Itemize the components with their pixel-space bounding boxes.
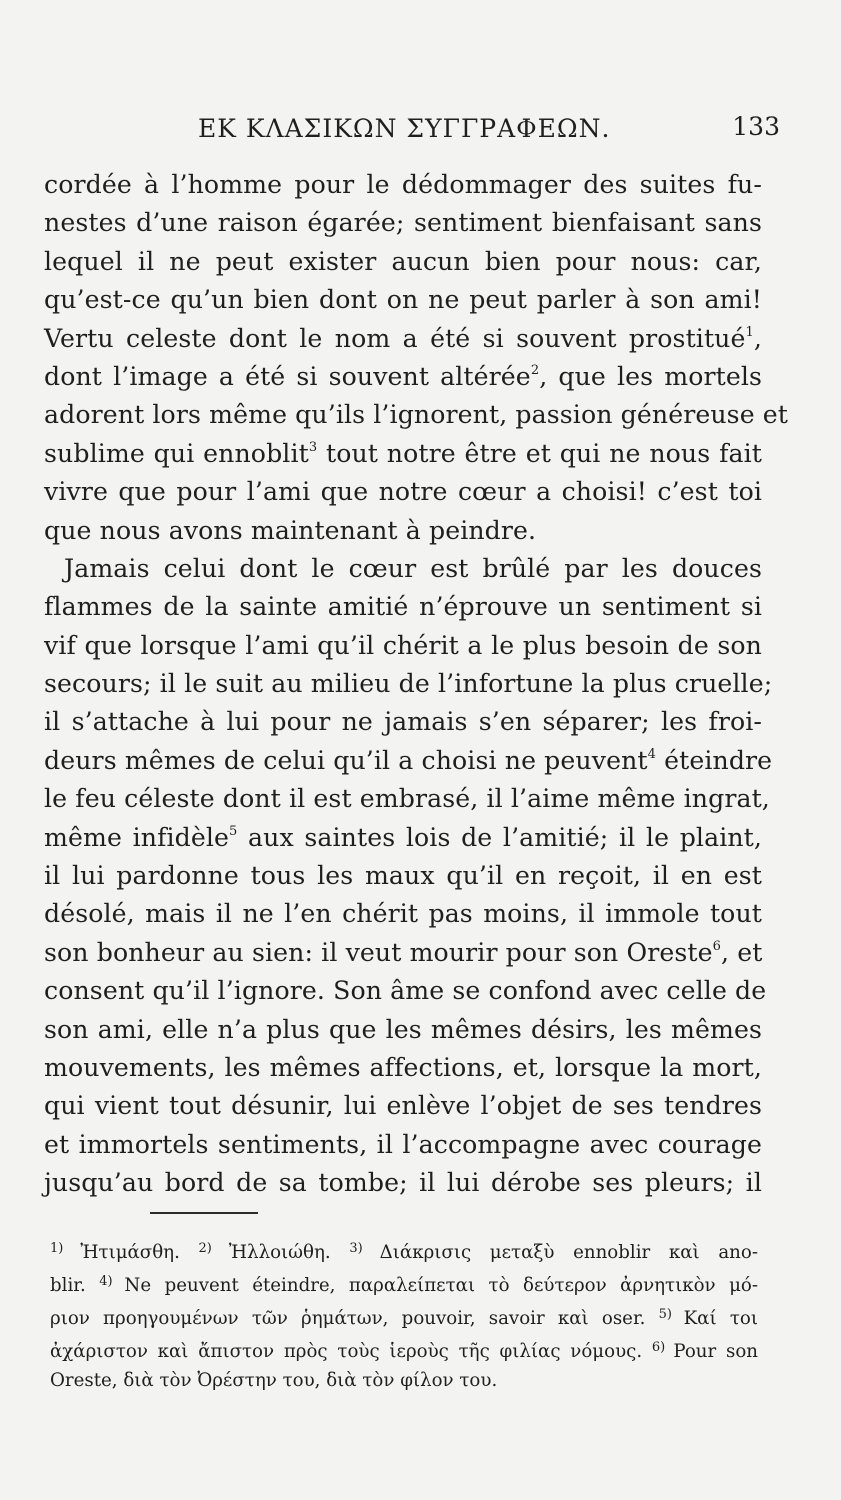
text-line: vif que lorsque l’ami qu’il chérit a le plus besoin de son [44, 630, 762, 660]
text-line [44, 435, 762, 473]
text-fragment: deurs mêmes de celui qu’il a choisi ne peuvent [44, 745, 648, 775]
text-line: que nous avons maintenant à peindre. [44, 515, 537, 545]
text-line: le feu céleste dont il est embrasé, il l’aime même ingrat, [44, 784, 770, 814]
text-line: nestes d’une raison égarée; sentiment bienfaisant sans [44, 208, 762, 238]
text-line: lequel il ne peut exister aucun bien pour nous: car, [44, 246, 762, 276]
text-fragment: , et [720, 937, 763, 967]
footnote-number: 2) [198, 1241, 229, 1256]
footnote-number: 4) [99, 1274, 125, 1289]
footnote-number: 1) [50, 1241, 81, 1256]
footnote-line: Oreste, διὰ τὸν Ὀρέστην του, διὰ τὸν φίλον του. [50, 1370, 498, 1391]
text-line: il s’attache à lui pour ne jamais s’en séparer; les froi- [44, 707, 762, 737]
body-text [44, 166, 789, 1203]
text-line: cordée à l’homme pour le dédommager des suites fu- [44, 170, 762, 199]
footnote-number: 3) [349, 1241, 380, 1256]
text-fragment: aux saintes lois de l’amitié; il le plaint, [237, 822, 762, 852]
running-head [90, 108, 780, 148]
text-line: jusqu’au bord de sa tombe; il lui dérobe ses pleurs; il [44, 1168, 762, 1198]
footnote-marker: 1 [745, 324, 754, 340]
footnote-text: Διάκρισις μεταξὺ ennoblir καὶ ano- [379, 1242, 758, 1263]
footnote-line [50, 1265, 758, 1298]
footnote-text: ριον προηγουμένων τῶν ῥημάτων, pouvoir, savoir καὶ oser. [50, 1308, 646, 1329]
text-fragment: dont l’image a été si souvent altérée [44, 361, 531, 391]
text-line [44, 819, 762, 857]
footnote-number: 5) [658, 1307, 684, 1322]
footnotes [50, 1232, 758, 1397]
text-line: secours; il le suit au milieu de l’infortune la plus cruelle; [44, 669, 773, 699]
text-line [44, 358, 762, 396]
footnote-text: Καί τοι [683, 1308, 758, 1329]
footnote-divider [150, 1212, 258, 1214]
footnote-line [50, 1298, 758, 1331]
text-fragment: , que les mortels [539, 361, 763, 391]
text-fragment: son bonheur au sien: il veut mourir pour son Oreste [44, 937, 713, 967]
footnote-text: Pour son [673, 1341, 758, 1362]
footnote-marker: 3 [308, 439, 318, 455]
text-fragment: sublime qui ennoblit [44, 438, 309, 468]
text-line: Jamais celui dont le cœur est brûlé par les douces [64, 553, 762, 583]
footnote-text: Ἠλλοιώθη. [228, 1242, 331, 1263]
footnote-text: ἀχάριστον καὶ ἄπιστον πρὸς τοὺς ἱεροὺς τῆς φιλίας νόμους. [50, 1341, 643, 1362]
running-head-title: ΕΚ ΚΛΑΣΙΚΩΝ ΣΥΓΓΡΑΦΕΩΝ. [198, 114, 611, 143]
text-line: il lui pardonne tous les maux qu’il en reçoit, il en est [44, 861, 762, 891]
text-line: flammes de la sainte amitié n’éprouve un sentiment si [44, 592, 762, 622]
text-line: désolé, mais il ne l’en chérit pas moins, il immole tout [44, 899, 762, 929]
footnote-marker: 4 [647, 746, 656, 762]
text-line: vivre que pour l’ami que notre cœur a choisi! c’est toi [44, 477, 762, 507]
text-fragment: même infidèle [44, 822, 230, 852]
footnote-marker: 2 [530, 362, 540, 378]
text-line: consent qu’il l’ignore. Son âme se confond avec celle de [44, 976, 767, 1006]
text-fragment: tout notre être et qui ne nous fait [317, 438, 762, 468]
text-line [44, 934, 762, 972]
text-fragment: éteindre [656, 745, 773, 775]
footnote-marker: 5 [229, 823, 238, 839]
text-line: mouvements, les mêmes affections, et, lorsque la mort, [44, 1052, 762, 1082]
text-fragment: , [753, 323, 762, 353]
text-fragment: Vertu celeste dont le nom a été si souvent prostitué [44, 323, 746, 353]
text-line: son ami, elle n’a plus que les mêmes désirs, les mêmes [44, 1014, 762, 1044]
footnote-marker: 6 [712, 938, 721, 954]
footnote-number: 6) [651, 1340, 674, 1355]
text-line: adorent lors même qu’ils l’ignorent, passion généreuse et [44, 400, 789, 430]
footnote-text: blir. [50, 1275, 86, 1296]
footnote-text: Ne peuvent éteindre, παραλείπεται τὸ δεύτερον ἀρνητικὸν μό- [124, 1275, 758, 1296]
footnote-line [50, 1331, 758, 1364]
text-line: qu’est-ce qu’un bien dont on ne peut parler à son ami! [44, 285, 762, 315]
text-line: et immortels sentiments, il l’accompagne avec courage [44, 1129, 762, 1159]
text-line [44, 742, 773, 780]
footnote-line [50, 1232, 758, 1265]
page-number: 133 [732, 112, 780, 141]
text-line [44, 320, 762, 358]
footnote-text: Ἠτιμάσθη. [80, 1242, 180, 1263]
text-line: qui vient tout désunir, lui enlève l’objet de ses tendres [44, 1091, 762, 1121]
